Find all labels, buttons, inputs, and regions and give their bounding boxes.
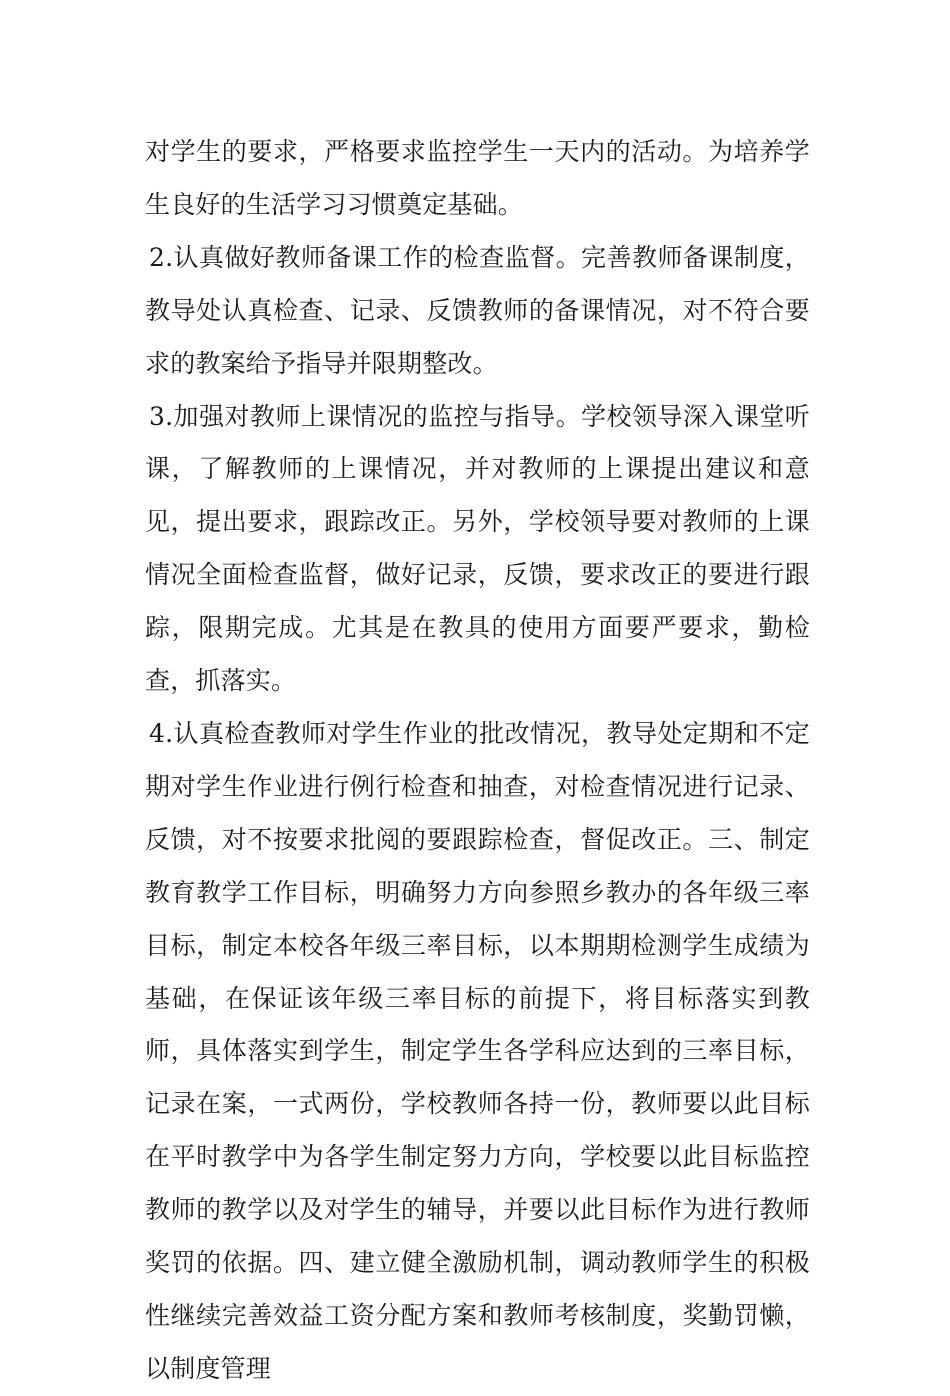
paragraph-student-requirements: 对学生的要求，严格要求监控学生一天内的活动。为培养学生良好的生活学习习惯奠定基础。 bbox=[145, 137, 810, 219]
paragraph-lesson-prep-supervision: 2.认真做好教师备课工作的检查监督。完善教师备课制度，教导处认真检查、记录、反馈教师的备课情况，对不符合要求的教案给予指导并限期整改。 bbox=[145, 242, 810, 378]
paragraph-class-monitoring: 3.加强对教师上课情况的监控与指导。学校领导深入课堂听课，了解教师的上课情况，并对教师的上课提出建议和意见，提出要求，跟踪改正。另外，学校领导要对教师的上课情况全面检查监督，做好记录，反馈，要求改正的要进行跟踪，限期完成。尤其是在教具的使用方面要严要求，勤检查，抓落实。 bbox=[145, 401, 810, 696]
document-body bbox=[145, 126, 810, 1396]
paragraph-homework-goals-incentives: 4.认真检查教师对学生作业的批改情况，教导处定期和不定期对学生作业进行例行检查和抽查，对检查情况进行记录、反馈，对不按要求批阅的要跟踪检查，督促改正。三、制定教育教学工作目标，明确努力方向参照乡教办的各年级三率目标，制定本校各年级三率目标，以本期期检测学生成绩为基础，在保证该年级三率目标的前提下，将目标落实到教师，具体落实到学生，制定学生各学科应达到的三率目标，记录在案，一式两份，学校教师各持一份，教师要以此目标在平时教学中为各学生制定努力方向，学校要以此目标监控教师的教学以及对学生的辅导，并要以此目标作为进行教师奖罚的依据。四、建立健全激励机制，调动教师学生的积极性继续完善效益工资分配方案和教师考核制度，奖勤罚懒，以制度管理 bbox=[145, 718, 810, 1383]
